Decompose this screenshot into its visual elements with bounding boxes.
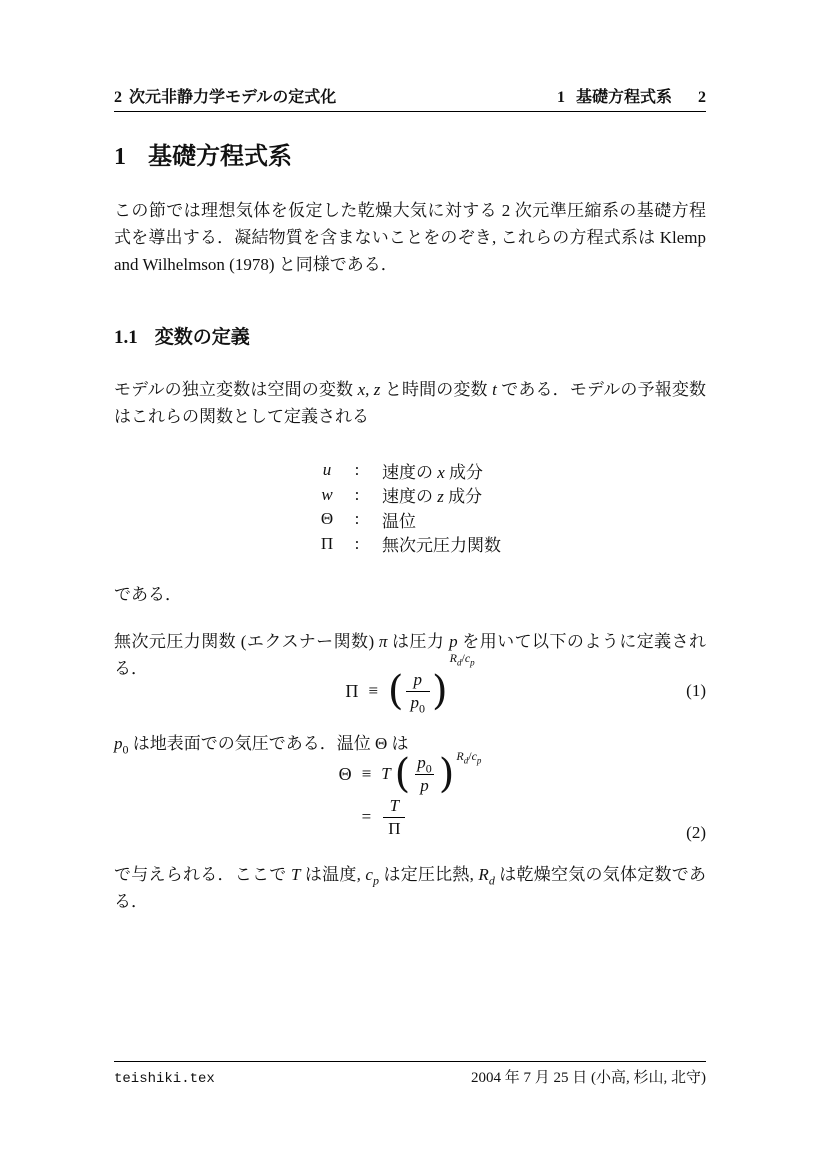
page-number: 2 xyxy=(698,89,706,106)
intro-paragraph: この節では理想気体を仮定した乾燥大気に対する 2 次元準圧縮系の基礎方程式を導出する．凝結物質を含まないことをのぞき, これらの方程式系は Klemp and Wilhelmson (1978) と同様である． xyxy=(114,201,706,274)
text-segment: は温度, xyxy=(300,865,366,884)
section-1-heading xyxy=(114,136,706,171)
fraction-p0-over-p xyxy=(412,754,437,795)
variable-colon: : xyxy=(354,533,360,553)
variable-description xyxy=(374,531,501,556)
dearu-line: である． xyxy=(114,585,182,604)
footer-filename: teishiki.tex xyxy=(114,1071,215,1087)
open-paren: ( xyxy=(394,751,411,798)
text-segment: 無次元圧力関数 xyxy=(382,536,501,556)
variable-row-theta xyxy=(314,507,706,532)
open-paren: ( xyxy=(387,668,404,714)
variable-description xyxy=(374,482,482,507)
variable-colon: : xyxy=(354,460,360,480)
equation-number: (2) xyxy=(686,823,706,842)
subscript-zero: 0 xyxy=(425,761,432,776)
section-title-text: 基礎方程式系 xyxy=(148,143,292,170)
running-header xyxy=(114,84,706,107)
text-segment: で与えられる．ここで xyxy=(114,865,291,884)
math-pi: π xyxy=(378,632,388,651)
math-x: x xyxy=(437,462,445,482)
variable-description xyxy=(374,507,416,532)
math-x-z: x, z xyxy=(357,380,381,399)
text-segment: は定圧比熱, xyxy=(378,865,479,884)
text-segment: 成分 xyxy=(443,487,483,507)
subsection-number: 1.1 xyxy=(114,327,138,348)
math-c: c xyxy=(471,749,477,763)
equiv-symbol: ≡ xyxy=(361,764,372,784)
exponent-rd-over-cp xyxy=(450,651,475,666)
subsection-title-text: 変数の定義 xyxy=(154,327,250,348)
header-section-and-page xyxy=(557,84,706,107)
page-footer xyxy=(114,1066,706,1087)
header-section-number: 1 xyxy=(556,89,565,106)
text-segment: 速度の xyxy=(382,462,438,482)
subscript-d: d xyxy=(463,755,469,766)
text-segment: は xyxy=(387,734,409,753)
fraction-numerator: T xyxy=(389,795,400,815)
math-c: c xyxy=(464,651,471,665)
text-segment: である．モデルの予報変数はこれらの関数として定義される xyxy=(114,380,707,426)
exponent-rd-over-cp xyxy=(456,749,481,764)
slash: / xyxy=(461,651,465,665)
fraction-p-over-p0 xyxy=(406,669,431,715)
math-R: R xyxy=(449,651,457,665)
equals-symbol: = xyxy=(361,807,372,827)
variable-colon: : xyxy=(354,509,360,529)
text-segment: は乾燥空気の気体定数である． xyxy=(114,865,707,911)
math-R: R xyxy=(456,749,464,763)
header-left-title: 次元非静力学モデルの定式化 xyxy=(129,89,337,106)
math-z: z xyxy=(437,487,444,507)
subsection-1-1-heading xyxy=(114,322,706,349)
variables-intro-paragraph xyxy=(114,376,706,430)
section-number: 1 xyxy=(114,144,126,170)
fraction-numerator xyxy=(412,754,437,774)
variable-symbol: Π xyxy=(320,533,334,553)
subscript-p: p xyxy=(372,873,379,888)
subscript-d: d xyxy=(488,873,495,888)
text-segment: モデルの独立変数は空間の変数 xyxy=(114,380,358,399)
equation-2 xyxy=(114,749,706,856)
equation-rhs-row2 xyxy=(381,797,407,838)
variable-symbol: w xyxy=(321,484,333,504)
equiv-symbol: ≡ xyxy=(368,681,378,700)
text-segment: 温位 xyxy=(382,511,416,531)
math-t: t xyxy=(492,380,497,399)
variable-symbol: u xyxy=(322,460,332,480)
fraction-T-over-Pi xyxy=(383,797,405,838)
fraction-denominator: Π xyxy=(383,817,405,838)
math-p: p xyxy=(410,692,420,712)
text-segment: 無次元圧力関数 (エクスナー関数) xyxy=(114,632,379,651)
text-segment: と時間の変数 xyxy=(380,380,493,399)
fraction-numerator: p xyxy=(413,669,423,689)
math-p: p xyxy=(449,632,458,651)
subscript-zero: 0 xyxy=(419,700,426,715)
subscript-p: p xyxy=(470,657,475,668)
close-paren: ) xyxy=(438,751,455,798)
text-segment: は地表面での気圧である．温位 xyxy=(128,734,375,753)
close-paren: ) xyxy=(432,668,448,714)
math-p: p xyxy=(417,753,426,772)
subscript-p: p xyxy=(476,755,482,766)
math-T: T xyxy=(290,865,301,884)
header-left-number: 2 xyxy=(114,89,122,106)
equation-number: (1) xyxy=(686,681,706,700)
eqnarray xyxy=(114,749,706,838)
subscript-d: d xyxy=(456,657,462,668)
slash: / xyxy=(468,749,472,763)
math-p: p xyxy=(114,734,123,753)
fraction-denominator xyxy=(406,691,431,715)
equation-lhs: Θ xyxy=(338,763,352,784)
text-segment: 成分 xyxy=(444,462,484,482)
fraction-denominator: p xyxy=(415,774,434,795)
closing-paragraph xyxy=(114,861,706,915)
text-segment: 速度の xyxy=(382,487,438,507)
variable-description xyxy=(374,458,483,483)
math-theta: Θ xyxy=(375,734,388,753)
header-document-title xyxy=(114,84,336,107)
variable-colon: : xyxy=(354,484,360,504)
footer-date-authors: 2004 年 7 月 25 日 (小高, 杉山, 北守) xyxy=(471,1070,706,1086)
variable-row-pi xyxy=(314,532,706,557)
text-segment: は圧力 xyxy=(387,632,450,651)
variable-list xyxy=(114,458,706,556)
math-c: c xyxy=(365,865,373,884)
equation-rhs-row1 xyxy=(381,749,482,798)
subscript-zero: 0 xyxy=(122,742,129,757)
variable-row-w xyxy=(314,483,706,508)
equation-lhs: Π xyxy=(345,680,359,701)
variable-row-u xyxy=(314,458,706,483)
footer-rule xyxy=(114,1061,706,1062)
math-R: R xyxy=(478,865,489,884)
p0-paragraph xyxy=(114,730,706,757)
header-rule xyxy=(114,111,706,112)
math-T: T xyxy=(381,764,391,784)
header-section-title: 基礎方程式系 xyxy=(575,89,672,106)
variable-symbol: Θ xyxy=(320,509,334,529)
text-segment: を用いて以下のように定義される． xyxy=(114,632,707,678)
